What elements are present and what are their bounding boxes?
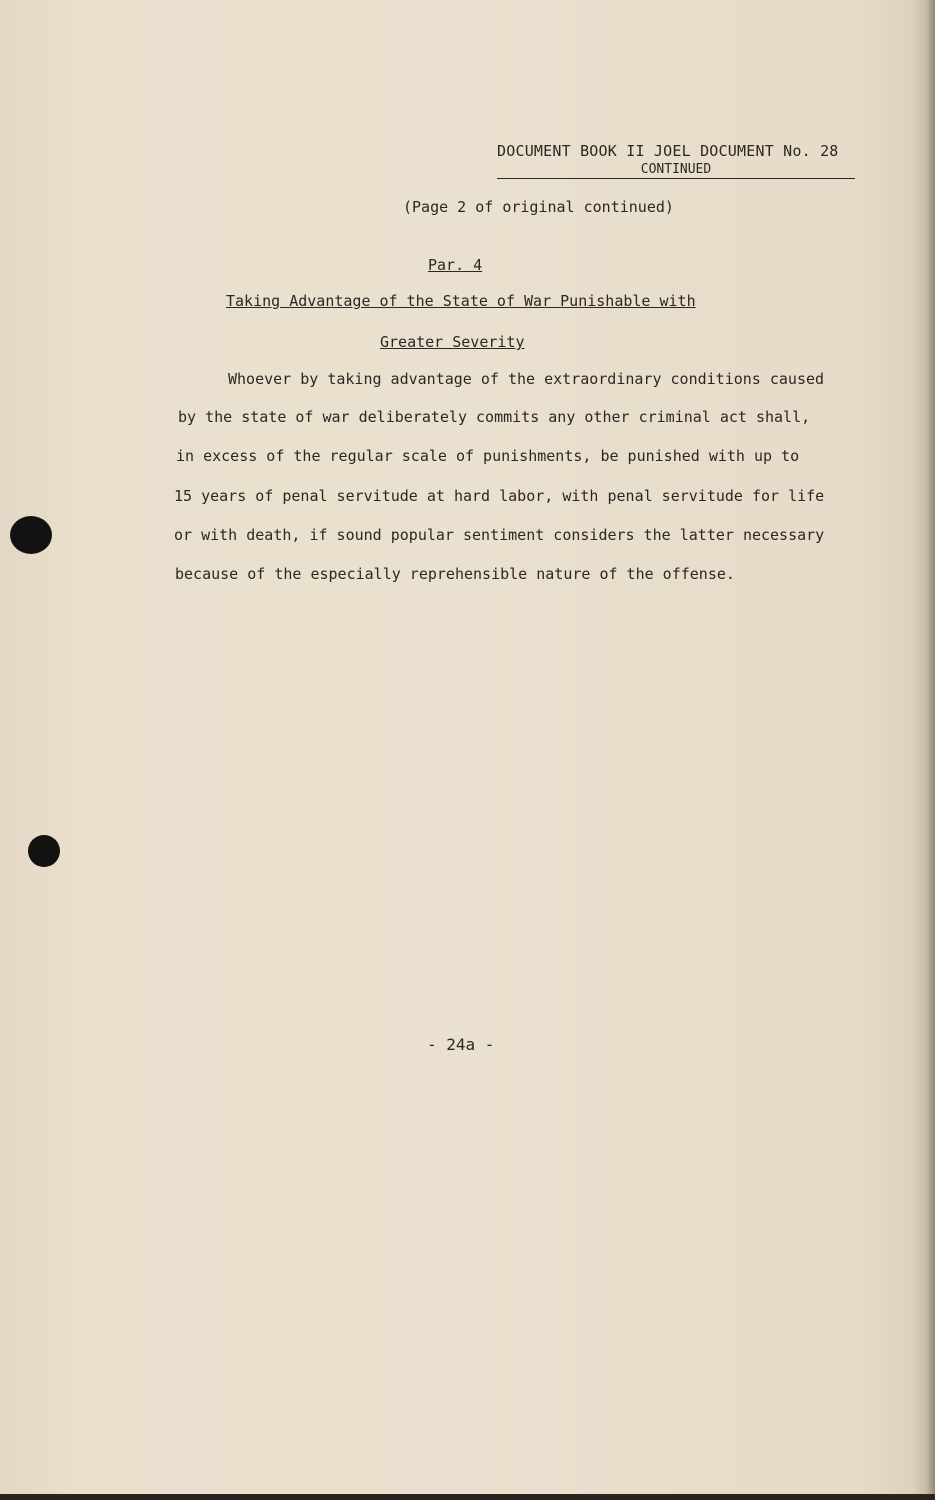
page-note: (Page 2 of original continued) (403, 198, 674, 216)
paragraph-number: Par. 4 (428, 256, 483, 274)
page-bottom-edge (0, 1494, 935, 1500)
body-line: 15 years of penal servitude at hard labor, with penal servitude for life (174, 487, 825, 505)
section-title-line-1: Taking Advantage of the State of War Punishable with (226, 292, 696, 310)
page-number: - 24a - (427, 1035, 495, 1054)
punch-hole-bottom (28, 835, 60, 867)
page-edge-shadow (913, 0, 935, 1500)
section-title-line-2: Greater Severity (380, 333, 525, 351)
document-header-continued: CONTINUED (497, 162, 855, 179)
body-line: by the state of war deliberately commits any other criminal act shall, (178, 408, 811, 426)
body-line: because of the especially reprehensible nature of the offense. (175, 565, 735, 583)
punch-hole-top (10, 516, 52, 554)
document-header: DOCUMENT BOOK II JOEL DOCUMENT No. 28 (497, 142, 839, 160)
body-line: in excess of the regular scale of punishments, be punished with up to (176, 447, 800, 465)
body-line: or with death, if sound popular sentiment considers the latter necessary (174, 526, 825, 544)
body-line: Whoever by taking advantage of the extraordinary conditions caused (228, 370, 825, 388)
